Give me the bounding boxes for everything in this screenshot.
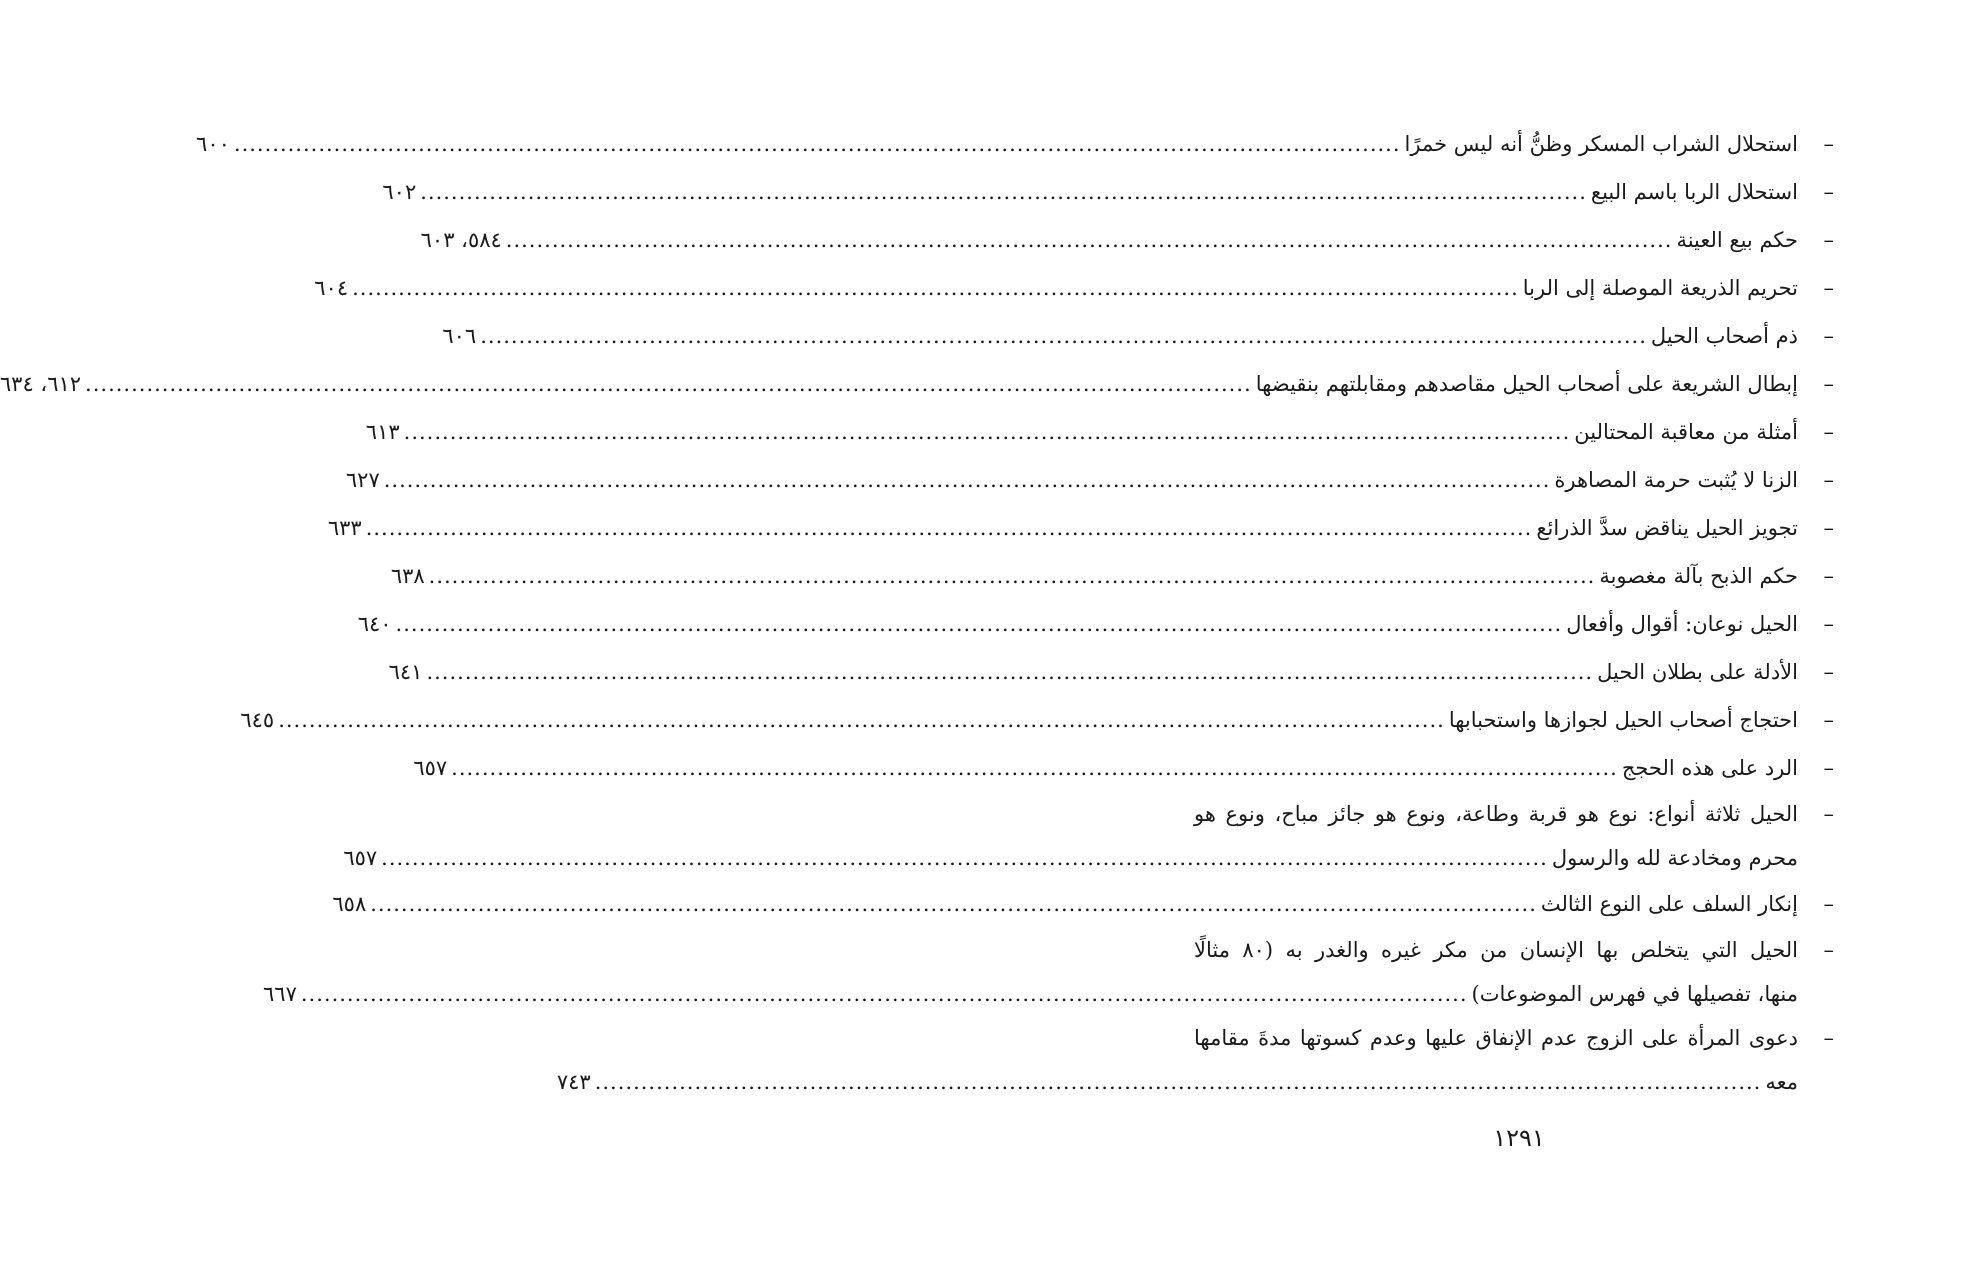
entry-dash: –: [1823, 938, 1834, 962]
entry-row: [390, 552, 1798, 600]
entry-dash: –: [1823, 1026, 1834, 1050]
entry-pages: ٦٥٧: [343, 846, 378, 870]
index-entry: [382, 168, 1834, 216]
entry-dash: –: [1823, 180, 1834, 204]
entry-row: [332, 880, 1798, 928]
index-entry: [365, 408, 1834, 456]
entry-title: أمثلة من معاقبة المحتالين: [1574, 420, 1798, 444]
entry-title: ذم أصحاب الحيل: [1650, 324, 1798, 348]
entry-row: [420, 216, 1798, 264]
index-entry: [327, 504, 1834, 552]
index-entry-multiline: [556, 1016, 1834, 1104]
dot-leader: ........................................................................................................................................................: [395, 612, 1563, 636]
index-entry: [420, 216, 1834, 264]
dot-leader: ........................................................................................................................................................: [383, 468, 1551, 492]
entry-pages: ٦٤٥: [240, 708, 275, 732]
dot-leader: ........................................................................................................................................................: [352, 276, 1519, 300]
entry-pages: ٦٠٠: [196, 132, 230, 156]
entry-title: إبطال الشريعة على أصحاب الحيل مقاصدهم ومقابلتهم بنقيضها: [1255, 372, 1798, 396]
entry-pages: ٦٤٠: [357, 612, 392, 636]
dot-leader: ........................................................................................................................................................: [428, 564, 1596, 588]
entry-dash: –: [1823, 564, 1834, 588]
entry-title: حكم الذبح بآلة مغصوبة: [1599, 564, 1798, 588]
dot-leader: ........................................................................................................................................................: [420, 180, 1587, 204]
entry-row: [240, 696, 1798, 744]
index-entry: [345, 456, 1834, 504]
entry-title-line-1: دعوى المرأة على الزوج عدم الإنفاق عليها وعدم كسوتها مدةَ مقامها: [1194, 1026, 1798, 1050]
entry-dash: –: [1823, 660, 1834, 684]
entry-pages: ٦١٣: [365, 420, 400, 444]
entry-pages: ٦٣٣: [327, 516, 362, 540]
entry-row: [413, 744, 1798, 792]
entry-dash: –: [1823, 276, 1834, 300]
entry-row: [327, 504, 1798, 552]
dot-leader: ........................................................................................................................................................: [381, 846, 1548, 870]
dot-leader: ........................................................................................................................................................: [233, 132, 1401, 156]
entry-row: [314, 264, 1798, 312]
entry-dash: –: [1823, 516, 1834, 540]
index-entry: [332, 880, 1834, 928]
entry-pages: ٦٢٧: [345, 468, 380, 492]
dot-leader: ........................................................................................................................................................: [403, 420, 1571, 444]
entry-pages: ٦٥٨: [332, 892, 367, 916]
dot-leader: ........................................................................................................................................................: [480, 324, 1647, 348]
entry-title: الأدلة على بطلان الحيل: [1597, 660, 1798, 684]
entry-dash: –: [1823, 372, 1834, 396]
dot-leader: ........................................................................................................................................................: [370, 892, 1537, 916]
index-entry: [357, 600, 1834, 648]
entry-title: احتجاج أصحاب الحيل لجوازها واستحبابها: [1448, 708, 1798, 732]
entry-row: [556, 1060, 1798, 1104]
entry-title: منها، تفصيلها في فهرس الموضوعات): [1471, 982, 1798, 1006]
entry-title: الزنا لا يُثبت حرمة المصاهرة: [1554, 468, 1798, 492]
dot-leader: ........................................................................................................................................................: [505, 228, 1673, 252]
dot-leader: ........................................................................................................................................................: [300, 982, 1468, 1006]
index-entry-multiline: [343, 792, 1834, 880]
entry-row: [365, 408, 1798, 456]
entry-dash: –: [1823, 420, 1834, 444]
entry-row: [0, 360, 1798, 408]
index-entry: [413, 744, 1834, 792]
entry-pages: ٦٠٤: [314, 276, 349, 300]
entry-title: حكم بيع العينة: [1676, 228, 1798, 252]
dot-leader: ........................................................................................................................................................: [426, 660, 1594, 684]
page-number: ١٢٩١: [1493, 1124, 1545, 1152]
entry-row: [196, 120, 1798, 168]
dot-leader: ........................................................................................................................................................: [594, 1070, 1762, 1094]
entry-dash: –: [1823, 756, 1834, 780]
entry-pages: ٦٠٢: [382, 180, 417, 204]
entry-title: تجويز الحيل يناقض سدَّ الذرائع: [1536, 516, 1798, 540]
entry-title: إنكار السلف على النوع الثالث: [1540, 892, 1798, 916]
entry-title: الرد على هذه الحجج: [1621, 756, 1798, 780]
entry-pages: ٦١٢، ٦٣٤: [0, 372, 82, 396]
index-entry: [388, 648, 1834, 696]
entry-pages: ٦٣٨: [390, 564, 425, 588]
entry-dash: –: [1823, 802, 1834, 826]
entry-title: الحيل نوعان: أقوال وأفعال: [1566, 612, 1798, 636]
entry-title-line-1: الحيل التي يتخلص بها الإنسان من مكر غيره والغدر به (٨٠ مثالًا: [1194, 938, 1798, 962]
entry-row: [357, 600, 1798, 648]
entry-pages: ٧٤٣: [556, 1070, 591, 1094]
entry-dash: –: [1823, 892, 1834, 916]
index-entry: [390, 552, 1834, 600]
dot-leader: ........................................................................................................................................................: [278, 708, 1445, 732]
entry-dash: –: [1823, 324, 1834, 348]
entry-title: استحلال الشراب المسكر وظنُّ أنه ليس خمرًا: [1404, 132, 1798, 156]
entry-dash: –: [1823, 708, 1834, 732]
entry-row: [263, 972, 1798, 1016]
dot-leader: ........................................................................................................................................................: [85, 372, 1252, 396]
entry-row: [343, 836, 1798, 880]
entry-dash: –: [1823, 228, 1834, 252]
entry-pages: ٦٠٦: [442, 324, 477, 348]
index-list: [0, 120, 1834, 1104]
entry-pages: ٥٨٤، ٦٠٣: [420, 228, 502, 252]
index-entry-multiline: [263, 928, 1834, 1016]
entry-title: معه: [1765, 1070, 1798, 1094]
index-entry: [442, 312, 1834, 360]
entry-dash: –: [1823, 468, 1834, 492]
entry-row: [382, 168, 1798, 216]
entry-row: [345, 456, 1798, 504]
entry-pages: ٦٤١: [388, 660, 423, 684]
index-entry: [196, 120, 1834, 168]
index-entry: [240, 696, 1834, 744]
entry-title: محرم ومخادعة لله والرسول: [1551, 846, 1798, 870]
dot-leader: ........................................................................................................................................................: [365, 516, 1533, 540]
dot-leader: ........................................................................................................................................................: [451, 756, 1618, 780]
entry-row: [442, 312, 1798, 360]
index-entry: [314, 264, 1834, 312]
entry-dash: –: [1823, 132, 1834, 156]
entry-row: [388, 648, 1798, 696]
entry-title: استحلال الربا باسم البيع: [1590, 180, 1798, 204]
entry-title-line-1: الحيل ثلاثة أنواع: نوع هو قربة وطاعة، ونوع هو جائز مباح، ونوع هو: [1194, 802, 1798, 826]
index-entry: [0, 360, 1834, 408]
entry-dash: –: [1823, 612, 1834, 636]
entry-title: تحريم الذريعة الموصلة إلى الربا: [1522, 276, 1798, 300]
entry-pages: ٦٥٧: [413, 756, 448, 780]
entry-pages: ٦٦٧: [263, 982, 297, 1006]
